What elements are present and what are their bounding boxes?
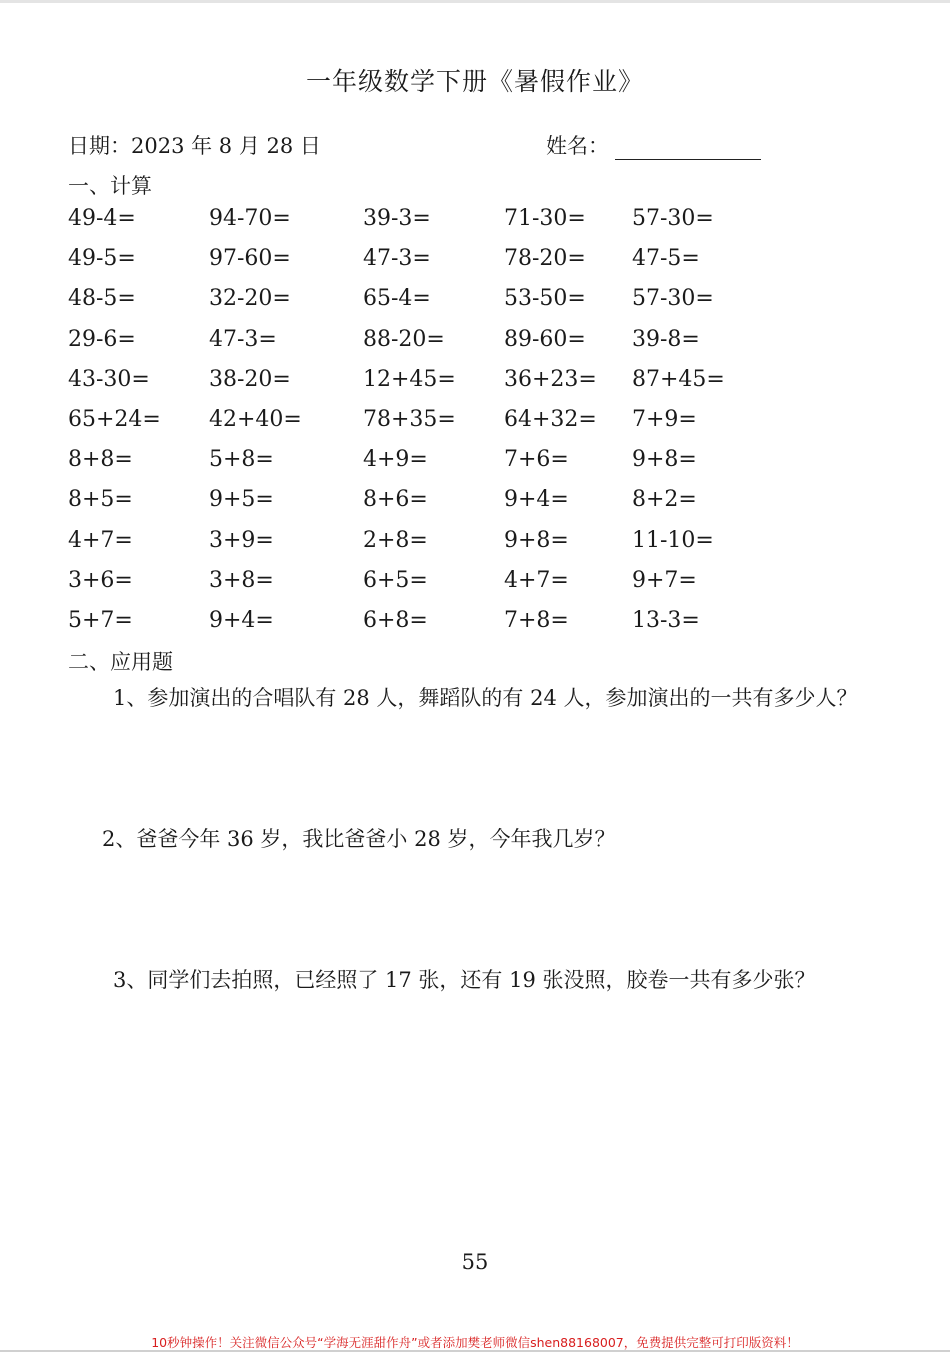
calc-row xyxy=(68,528,788,568)
calc-problem: 8+8= xyxy=(68,447,133,473)
calc-problem: 4+7= xyxy=(504,567,569,593)
calc-problem: 6+8= xyxy=(363,607,428,633)
calc-problem: 9+8= xyxy=(504,527,569,553)
calc-problem: 36+23= xyxy=(504,366,597,392)
calc-problem: 12+45= xyxy=(363,366,456,392)
calc-problem: 47-3= xyxy=(209,326,277,352)
calc-problem: 94-70= xyxy=(209,206,291,231)
calc-problem: 43-30= xyxy=(68,366,150,392)
calc-problem: 42+40= xyxy=(209,406,302,432)
calc-problem: 8+2= xyxy=(632,487,697,513)
calc-problem: 32-20= xyxy=(209,286,291,312)
name-label: 姓名： xyxy=(546,134,609,158)
calc-row xyxy=(68,568,788,608)
calc-row xyxy=(68,286,788,326)
section-calc-heading: 一、计算 xyxy=(68,174,152,198)
word-problem-3: 3、同学们去拍照，已经照了 17 张，还有 19 张没照，胶卷一共有多少张？ xyxy=(113,968,816,992)
calc-problem: 7+6= xyxy=(504,447,569,473)
calc-grid xyxy=(68,206,788,648)
calc-problem: 64+32= xyxy=(504,406,597,432)
calc-problem: 78+35= xyxy=(363,406,456,432)
calc-problem: 78-20= xyxy=(504,246,586,272)
calc-problem: 97-60= xyxy=(209,246,291,272)
calc-problem: 57-30= xyxy=(632,286,714,312)
calc-problem: 53-50= xyxy=(504,286,586,312)
calc-problem: 3+9= xyxy=(209,527,274,553)
calc-problem: 5+7= xyxy=(68,607,133,633)
calc-problem: 47-5= xyxy=(632,246,700,272)
calc-problem: 3+6= xyxy=(68,567,133,593)
calc-problem: 9+5= xyxy=(209,487,274,513)
calc-row xyxy=(68,206,788,246)
calc-problem: 6+5= xyxy=(363,567,428,593)
calc-problem: 9+4= xyxy=(209,607,274,633)
calc-problem: 2+8= xyxy=(363,527,428,553)
calc-problem: 7+8= xyxy=(504,607,569,633)
calc-row xyxy=(68,487,788,527)
word-problem-2: 2、爸爸今年 36 岁，我比爸爸小 28 岁，今年我几岁？ xyxy=(102,827,616,851)
calc-problem: 5+8= xyxy=(209,447,274,473)
calc-row xyxy=(68,246,788,286)
calc-problem: 39-8= xyxy=(632,326,700,352)
section-word-problems-heading: 二、应用题 xyxy=(68,650,173,674)
calc-problem: 4+9= xyxy=(363,447,428,473)
calc-problem: 29-6= xyxy=(68,326,136,352)
page-number: 55 xyxy=(461,1250,489,1274)
calc-row xyxy=(68,608,788,648)
calc-row xyxy=(68,407,788,447)
calc-problem: 38-20= xyxy=(209,366,291,392)
calc-problem: 39-3= xyxy=(363,206,431,231)
calc-problem: 47-3= xyxy=(363,246,431,272)
calc-problem: 49-4= xyxy=(68,206,136,231)
calc-problem: 65-4= xyxy=(363,286,431,312)
calc-problem: 8+6= xyxy=(363,487,428,513)
calc-problem: 89-60= xyxy=(504,326,586,352)
calc-problem: 4+7= xyxy=(68,527,133,553)
top-edge xyxy=(0,0,950,3)
calc-problem: 9+4= xyxy=(504,487,569,513)
calc-problem: 7+9= xyxy=(632,406,697,432)
date-label: 日期：2023 年 8 月 28 日 xyxy=(68,134,321,158)
page-title: 一年级数学下册《暑假作业》 xyxy=(305,67,644,96)
calc-problem: 11-10= xyxy=(632,527,714,553)
calc-problem: 57-30= xyxy=(632,206,714,231)
calc-problem: 3+8= xyxy=(209,567,274,593)
footer-promo-note: 10秒钟操作！关注微信公众号“学海无涯甜作舟”或者添加樊老师微信shen88168007，免费提供完整可打印版资料！ xyxy=(151,1335,799,1350)
calc-problem: 13-3= xyxy=(632,607,700,633)
calc-row xyxy=(68,367,788,407)
calc-problem: 8+5= xyxy=(68,487,133,513)
calc-problem: 88-20= xyxy=(363,326,445,352)
calc-problem: 87+45= xyxy=(632,366,725,392)
word-problem-1: 1、参加演出的合唱队有 28 人，舞蹈队的有 24 人，参加演出的一共有多少人？ xyxy=(113,686,858,710)
calc-problem: 9+8= xyxy=(632,447,697,473)
calc-row xyxy=(68,327,788,367)
calc-problem: 71-30= xyxy=(504,206,586,231)
calc-problem: 9+7= xyxy=(632,567,697,593)
calc-problem: 48-5= xyxy=(68,286,136,312)
name-field xyxy=(546,130,761,160)
calc-problem: 65+24= xyxy=(68,406,161,432)
name-blank-line xyxy=(615,135,761,160)
calc-row xyxy=(68,447,788,487)
calc-problem: 49-5= xyxy=(68,246,136,272)
